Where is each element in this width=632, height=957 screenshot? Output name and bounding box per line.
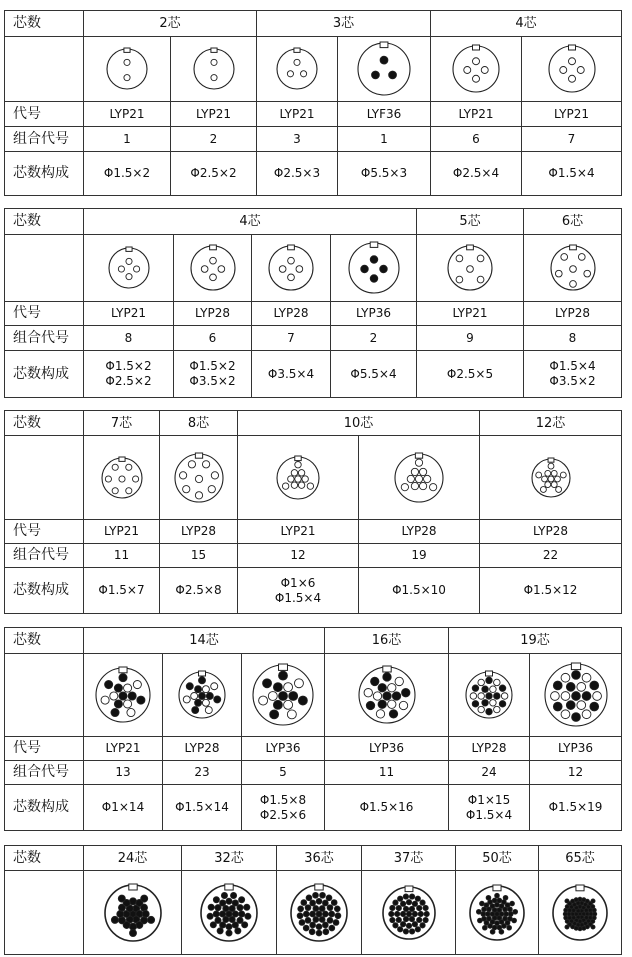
diagram-label-cell [4,36,84,102]
connector-diagram-cell [162,653,242,737]
connector-diagram-cell [170,36,257,102]
model-value: LYP21 [83,301,174,326]
combo-code-value: 9 [416,325,524,351]
connector-diagram-cell [83,36,171,102]
model-value: LYP28 [162,736,242,761]
core-composition-value: Φ1×15 Φ1.5×4 [448,784,530,831]
connector-face-icon [551,884,609,942]
model-value: LYP36 [324,736,449,761]
core-composition-value: Φ1.5×2 Φ3.5×2 [173,350,252,398]
core-count-label: 芯数 [4,208,84,235]
model-label: 代号 [4,101,84,127]
connector-face-icon [275,455,321,501]
connector-face-icon [289,883,349,943]
connector-face-icon [530,457,572,499]
core-composition-value: Φ3.5×4 [251,350,331,398]
group-header: 32芯 [181,845,277,871]
core-composition-value: Φ1.5×7 [83,567,160,614]
core-composition-label: 芯数构成 [4,151,84,196]
connector-diagram-cell [83,870,182,955]
model-value: LYP28 [173,301,252,326]
connector-diagram-cell [330,234,417,302]
model-value: LYP21 [521,101,622,127]
connector-face-icon [105,47,149,91]
connector-diagram-cell [479,435,622,520]
connector-face-icon [468,884,526,942]
model-value: LYP28 [448,736,530,761]
model-label: 代号 [4,736,84,761]
model-value: LYP21 [170,101,257,127]
core-composition-label: 芯数构成 [4,350,84,398]
connector-diagram-cell [337,36,431,102]
model-value: LYP28 [523,301,622,326]
core-composition-label: 芯数构成 [4,784,84,831]
core-count-label: 芯数 [4,410,84,436]
connector-diagram-cell [324,653,449,737]
diagram-label-cell [4,870,84,955]
model-label: 代号 [4,301,84,326]
group-header: 7芯 [83,410,160,436]
combo-code-value: 15 [159,543,238,568]
group-header: 19芯 [448,627,622,654]
combo-code-value: 2 [330,325,417,351]
connector-face-icon [347,241,401,295]
connector-diagram-cell [358,435,480,520]
core-composition-value: Φ5.5×3 [337,151,431,196]
group-header: 2芯 [83,10,257,37]
connector-face-icon [192,47,236,91]
group-header: 5芯 [416,208,524,235]
group-header: 6芯 [523,208,622,235]
connector-face-icon [549,244,597,292]
combo-code-value: 8 [523,325,622,351]
core-composition-value: Φ1.5×10 [358,567,480,614]
combo-code-value: 7 [521,126,622,152]
model-value: LYP21 [256,101,338,127]
connector-diagram-cell [251,234,331,302]
core-composition-value: Φ1.5×8 Φ2.5×6 [241,784,325,831]
connector-face-icon [451,44,501,94]
connector-face-icon [267,244,315,292]
core-composition-value: Φ1.5×14 [162,784,242,831]
combo-code-value: 1 [337,126,431,152]
core-composition-value: Φ1.5×19 [529,784,622,831]
combo-code-value: 7 [251,325,331,351]
table-block-4-6-core [4,208,622,398]
connector-diagram-cell [521,36,622,102]
connector-diagram-cell [430,36,522,102]
connector-face-icon [177,670,227,720]
core-composition-value: Φ2.5×5 [416,350,524,398]
table-block-2-4-core [4,10,622,196]
group-header: 50芯 [455,845,539,871]
connector-diagram-cell [181,870,277,955]
connector-face-icon [251,663,315,727]
combo-code-value: 2 [170,126,257,152]
table-block-14-19-core [4,627,622,831]
combo-code-label: 组合代号 [4,543,84,568]
connector-diagram-cell [361,870,456,955]
connector-diagram-cell [416,234,524,302]
model-value: LYP21 [430,101,522,127]
connector-face-icon [199,883,259,943]
model-value: LYP28 [479,519,622,544]
group-header: 8芯 [159,410,238,436]
connector-diagram-cell [83,435,160,520]
connector-face-icon [103,883,163,943]
connector-face-icon [189,244,237,292]
model-value: LYP21 [237,519,359,544]
core-count-label: 芯数 [4,627,84,654]
group-header: 12芯 [479,410,622,436]
connector-diagram-cell [173,234,252,302]
combo-code-value: 22 [479,543,622,568]
model-value: LYP21 [83,519,160,544]
connector-diagram-cell [455,870,539,955]
core-count-label: 芯数 [4,10,84,37]
combo-code-value: 11 [324,760,449,785]
model-value: LYP28 [159,519,238,544]
core-composition-value: Φ1.5×12 [479,567,622,614]
model-value: LYP36 [529,736,622,761]
model-value: LYP21 [83,736,163,761]
model-label: 代号 [4,519,84,544]
core-composition-value: Φ1×14 [83,784,163,831]
combo-code-label: 组合代号 [4,126,84,152]
connector-diagram-cell [83,234,174,302]
combo-code-value: 19 [358,543,480,568]
core-composition-value: Φ1.5×4 Φ3.5×2 [523,350,622,398]
combo-code-value: 6 [173,325,252,351]
model-value: LYF36 [337,101,431,127]
model-value: LYP36 [330,301,417,326]
connector-diagram-cell [237,435,359,520]
group-header: 65芯 [538,845,622,871]
group-header: 4芯 [430,10,622,37]
connector-diagram-cell [83,653,163,737]
diagram-label-cell [4,653,84,737]
combo-code-value: 6 [430,126,522,152]
connector-diagram-cell [241,653,325,737]
group-header: 37芯 [361,845,456,871]
connector-face-icon [464,670,514,720]
connector-face-icon [356,41,412,97]
group-header: 14芯 [83,627,325,654]
model-value: LYP28 [251,301,331,326]
model-value: LYP21 [416,301,524,326]
core-composition-value: Φ1.5×2 Φ2.5×2 [83,350,174,398]
combo-code-value: 23 [162,760,242,785]
group-header: 24芯 [83,845,182,871]
diagram-label-cell [4,435,84,520]
connector-face-icon [107,246,151,290]
core-composition-value: Φ1.5×16 [324,784,449,831]
combo-code-value: 12 [237,543,359,568]
connector-face-icon [543,662,609,728]
table-block-24-65-core [4,845,622,955]
connector-face-icon [357,665,417,725]
combo-code-value: 12 [529,760,622,785]
core-composition-value: Φ2.5×2 [170,151,257,196]
combo-code-value: 24 [448,760,530,785]
group-header: 16芯 [324,627,449,654]
group-header: 10芯 [237,410,480,436]
connector-diagram-cell [159,435,238,520]
combo-code-value: 11 [83,543,160,568]
core-composition-value: Φ2.5×3 [256,151,338,196]
connector-face-icon [381,885,437,941]
core-composition-label: 芯数构成 [4,567,84,614]
combo-code-value: 5 [241,760,325,785]
core-composition-value: Φ1.5×2 [83,151,171,196]
connector-diagram-cell [523,234,622,302]
core-composition-value: Φ2.5×4 [430,151,522,196]
core-composition-value: Φ1×6 Φ1.5×4 [237,567,359,614]
connector-diagram-cell [538,870,622,955]
model-value: LYP21 [83,101,171,127]
connector-face-icon [393,452,445,504]
connector-diagram-cell [276,870,362,955]
combo-code-value: 1 [83,126,171,152]
group-header: 4芯 [83,208,417,235]
core-composition-value: Φ2.5×8 [159,567,238,614]
connector-face-icon [100,456,144,500]
connector-face-icon [547,44,597,94]
core-composition-value: Φ5.5×4 [330,350,417,398]
diagram-label-cell [4,234,84,302]
combo-code-label: 组合代号 [4,325,84,351]
table-block-7-12-core [4,410,622,614]
connector-face-icon [446,244,494,292]
connector-face-icon [173,452,225,504]
connector-face-icon [275,47,319,91]
combo-code-value: 3 [256,126,338,152]
connector-diagram-cell [529,653,622,737]
model-value: LYP36 [241,736,325,761]
combo-code-value: 13 [83,760,163,785]
group-header: 3芯 [256,10,431,37]
connector-diagram-cell [256,36,338,102]
combo-code-value: 8 [83,325,174,351]
connector-diagram-cell [448,653,530,737]
group-header: 36芯 [276,845,362,871]
connector-face-icon [94,666,152,724]
combo-code-label: 组合代号 [4,760,84,785]
model-value: LYP28 [358,519,480,544]
core-composition-value: Φ1.5×4 [521,151,622,196]
core-count-label: 芯数 [4,845,84,871]
